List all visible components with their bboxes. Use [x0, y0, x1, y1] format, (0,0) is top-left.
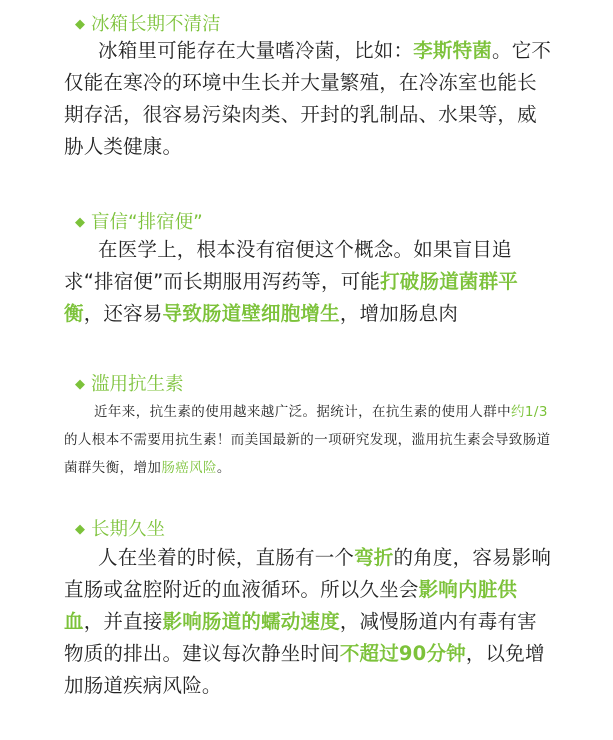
body-text: 。它不仅能在寒冷的环境中生长并大量繁殖，在冷冻室也能长期存活，很容易污染肉类、开封的乳制品、水果等，威胁人类健康。: [64, 39, 552, 158]
section-paragraph: [64, 398, 554, 482]
body-text: ，以免增加肠道疾病风险。: [64, 642, 545, 697]
body-text: 近年来，抗生素的使用越来越广泛。据统计，在抗生素的使用人群中: [94, 404, 511, 420]
diamond-bullet-icon: ◆: [75, 522, 85, 537]
section-paragraph: [64, 35, 554, 163]
diamond-bullet-icon: ◆: [75, 377, 85, 392]
body-text: 。: [216, 460, 231, 476]
section-paragraph: [64, 234, 554, 330]
body-text: 人在坐着的时候，直肠有一个: [98, 546, 355, 569]
body-text: ，并直接: [83, 610, 163, 633]
highlighted-text: 弯折: [354, 546, 394, 569]
body-text: 冰箱里可能存在大量嗜冷菌，比如：: [98, 39, 414, 62]
highlighted-text: 不超过90分钟: [339, 642, 466, 665]
section-paragraph: [64, 542, 554, 702]
body-text: ，增加肠息肉: [339, 302, 459, 325]
body-text: 在医学上，根本没有宿便这个概念。如果盲目追求“排宿便”而长期服用泻药等，可能: [64, 238, 512, 293]
body-text: 的人根本不需要用抗生素！而美国最新的一项研究发现，滥用抗生素会导致肠道菌群失衡，增加: [64, 432, 551, 476]
highlighted-text: 李斯特菌: [413, 39, 493, 62]
section-heading: ◆ 长期久坐: [75, 519, 166, 540]
diamond-bullet-icon: ◆: [75, 17, 85, 32]
body-text: ，还容易: [83, 302, 163, 325]
section-heading: ◆ 滥用抗生素: [75, 374, 184, 395]
highlighted-text: 肠癌风险: [161, 460, 217, 476]
body-text: ，减慢肠道内有毒有害物质的排出。建议每次静坐时间: [64, 610, 537, 665]
section-heading: ◆ 盲信“排宿便”: [75, 212, 203, 233]
highlighted-text: 打破肠道菌群平衡: [64, 270, 519, 325]
highlighted-text: 影响内脏供血: [64, 578, 518, 633]
body-text: 的角度，容易影响直肠或盆腔附近的血液循环。所以久坐会: [64, 546, 552, 601]
highlighted-text: 导致肠道壁细胞增生: [162, 302, 340, 325]
highlighted-text: 影响肠道的蠕动速度: [162, 610, 340, 633]
diamond-bullet-icon: ◆: [75, 215, 85, 230]
highlighted-text: 约1/3: [511, 404, 548, 420]
section-heading: ◆ 冰箱长期不清洁: [75, 14, 221, 35]
